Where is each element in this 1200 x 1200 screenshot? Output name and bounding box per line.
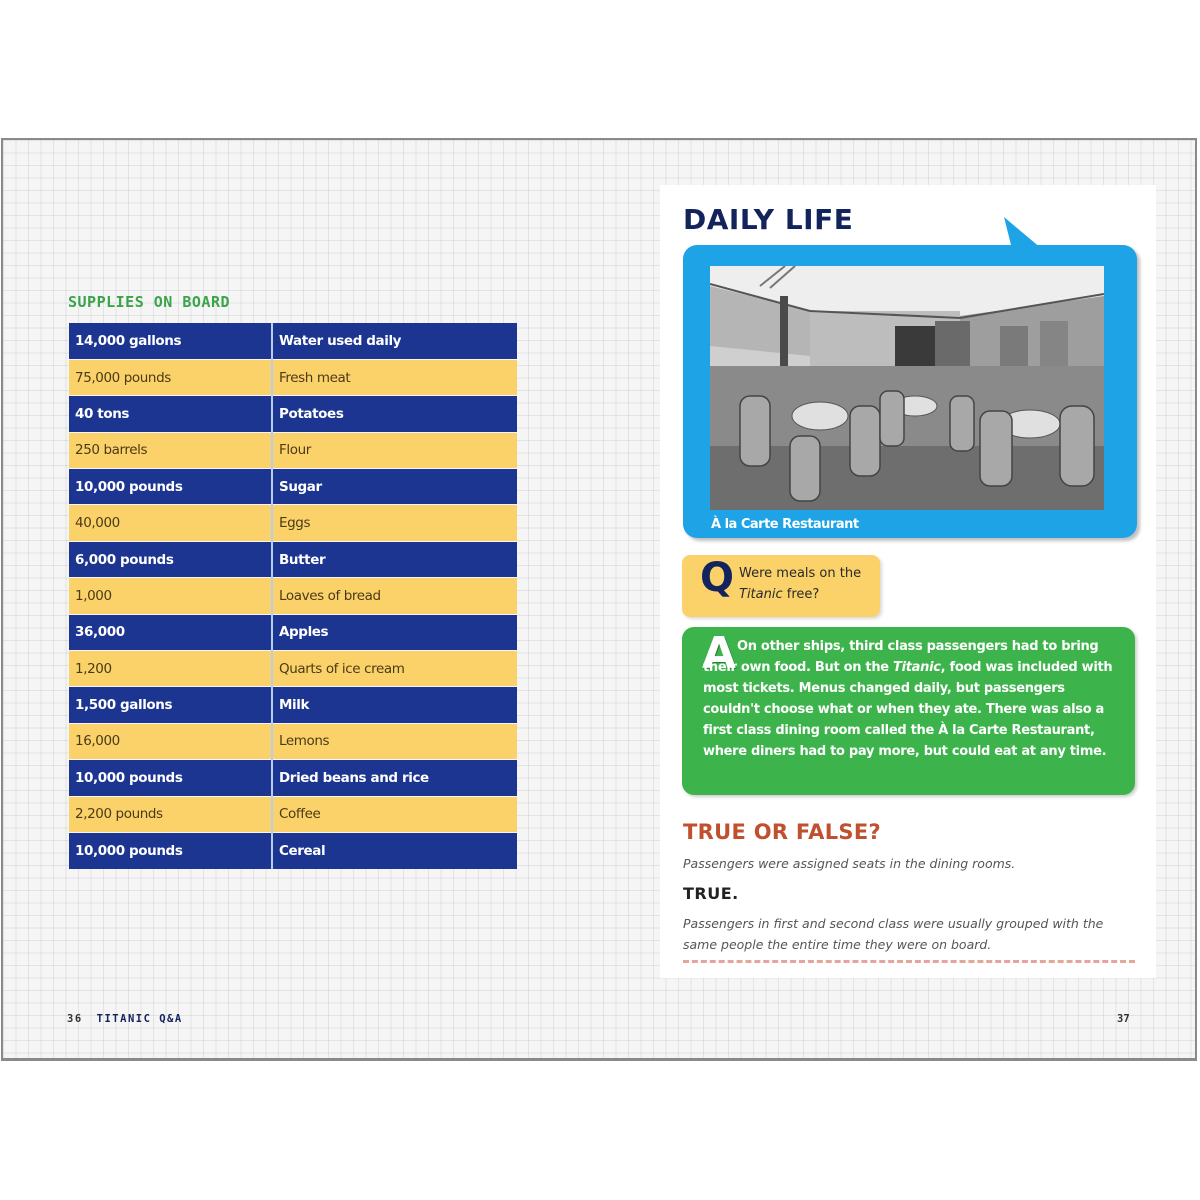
supplies-row <box>69 541 517 577</box>
right-page-number: 37 <box>1117 1013 1130 1025</box>
answer-text <box>703 636 1115 762</box>
supply-amount: 14,000 gallons <box>69 323 272 359</box>
true-or-false-answer: TRUE. <box>683 884 739 903</box>
supply-amount: 1,500 gallons <box>69 687 272 723</box>
supply-item: Sugar <box>272 469 517 505</box>
running-head: TITANIC Q&A <box>96 1013 183 1025</box>
supplies-row <box>69 323 517 359</box>
restaurant-photo <box>710 266 1104 510</box>
supply-item: Flour <box>272 432 517 468</box>
supply-item: Quarts of ice cream <box>272 651 517 687</box>
photo-caption: À la Carte Restaurant <box>711 517 859 532</box>
true-or-false-statement: Passengers were assigned seats in the dining rooms. <box>683 856 1016 871</box>
true-or-false-title: TRUE OR FALSE? <box>683 820 881 844</box>
answer-letter: A <box>702 628 737 679</box>
supply-item: Milk <box>272 687 517 723</box>
supply-item: Lemons <box>272 723 517 759</box>
supply-amount: 2,200 pounds <box>69 796 272 832</box>
supply-item: Water used daily <box>272 323 517 359</box>
answer-text-part: On other ships, third class passengers had to bring their own food. But on the <box>703 639 1099 675</box>
question-text-part: Were meals on the <box>739 566 862 581</box>
question-text <box>739 563 879 605</box>
supply-amount: 75,000 pounds <box>69 359 272 395</box>
question-text-italic: Titanic <box>739 587 783 602</box>
supply-item: Apples <box>272 614 517 650</box>
supply-amount: 10,000 pounds <box>69 760 272 796</box>
supply-amount: 1,000 <box>69 578 272 614</box>
supplies-row <box>69 687 517 723</box>
supply-item: Loaves of bread <box>272 578 517 614</box>
supply-amount: 36,000 <box>69 614 272 650</box>
speech-bubble-tail-icon <box>1000 215 1050 249</box>
question-letter: Q <box>700 555 735 601</box>
supplies-section-title: SUPPLIES ON BOARD <box>68 293 231 311</box>
answer-text-italic: Titanic <box>893 660 941 675</box>
supply-amount: 250 barrels <box>69 432 272 468</box>
supply-item: Potatoes <box>272 396 517 432</box>
supplies-row <box>69 760 517 796</box>
supplies-row <box>69 359 517 395</box>
supply-amount: 16,000 <box>69 723 272 759</box>
true-or-false-explanation: Passengers in first and second class were usually grouped with the same people the entire time they were on board. <box>683 916 1104 952</box>
dashed-divider <box>683 960 1135 963</box>
supply-amount: 40,000 <box>69 505 272 541</box>
supplies-row <box>69 796 517 832</box>
supply-item: Dried beans and rice <box>272 760 517 796</box>
daily-life-title: DAILY LIFE <box>683 203 854 236</box>
supplies-row <box>69 614 517 650</box>
supplies-row <box>69 832 517 868</box>
supply-amount: 10,000 pounds <box>69 469 272 505</box>
restaurant-photo-icon <box>710 266 1104 510</box>
supplies-row <box>69 505 517 541</box>
left-folio <box>67 1013 183 1025</box>
supply-item: Cereal <box>272 832 517 868</box>
supply-amount: 10,000 pounds <box>69 832 272 868</box>
supplies-row <box>69 651 517 687</box>
answer-text-part: , food was included with most tickets. Menus changed daily, but passengers couldn't choose what or when they ate. There was also a first class dining room called the À la Carte Restaurant, where diners had to pay more, but could eat at any time. <box>703 660 1113 759</box>
supply-amount: 6,000 pounds <box>69 541 272 577</box>
supplies-row <box>69 396 517 432</box>
supplies-row <box>69 469 517 505</box>
supplies-row <box>69 578 517 614</box>
supply-item: Fresh meat <box>272 359 517 395</box>
supply-amount: 1,200 <box>69 651 272 687</box>
supply-item: Butter <box>272 541 517 577</box>
question-text-part: free? <box>782 587 820 602</box>
supplies-table <box>69 323 517 869</box>
supplies-row <box>69 723 517 759</box>
supplies-row <box>69 432 517 468</box>
supply-amount: 40 tons <box>69 396 272 432</box>
supply-item: Eggs <box>272 505 517 541</box>
supply-item: Coffee <box>272 796 517 832</box>
left-page-number: 36 <box>67 1013 83 1025</box>
